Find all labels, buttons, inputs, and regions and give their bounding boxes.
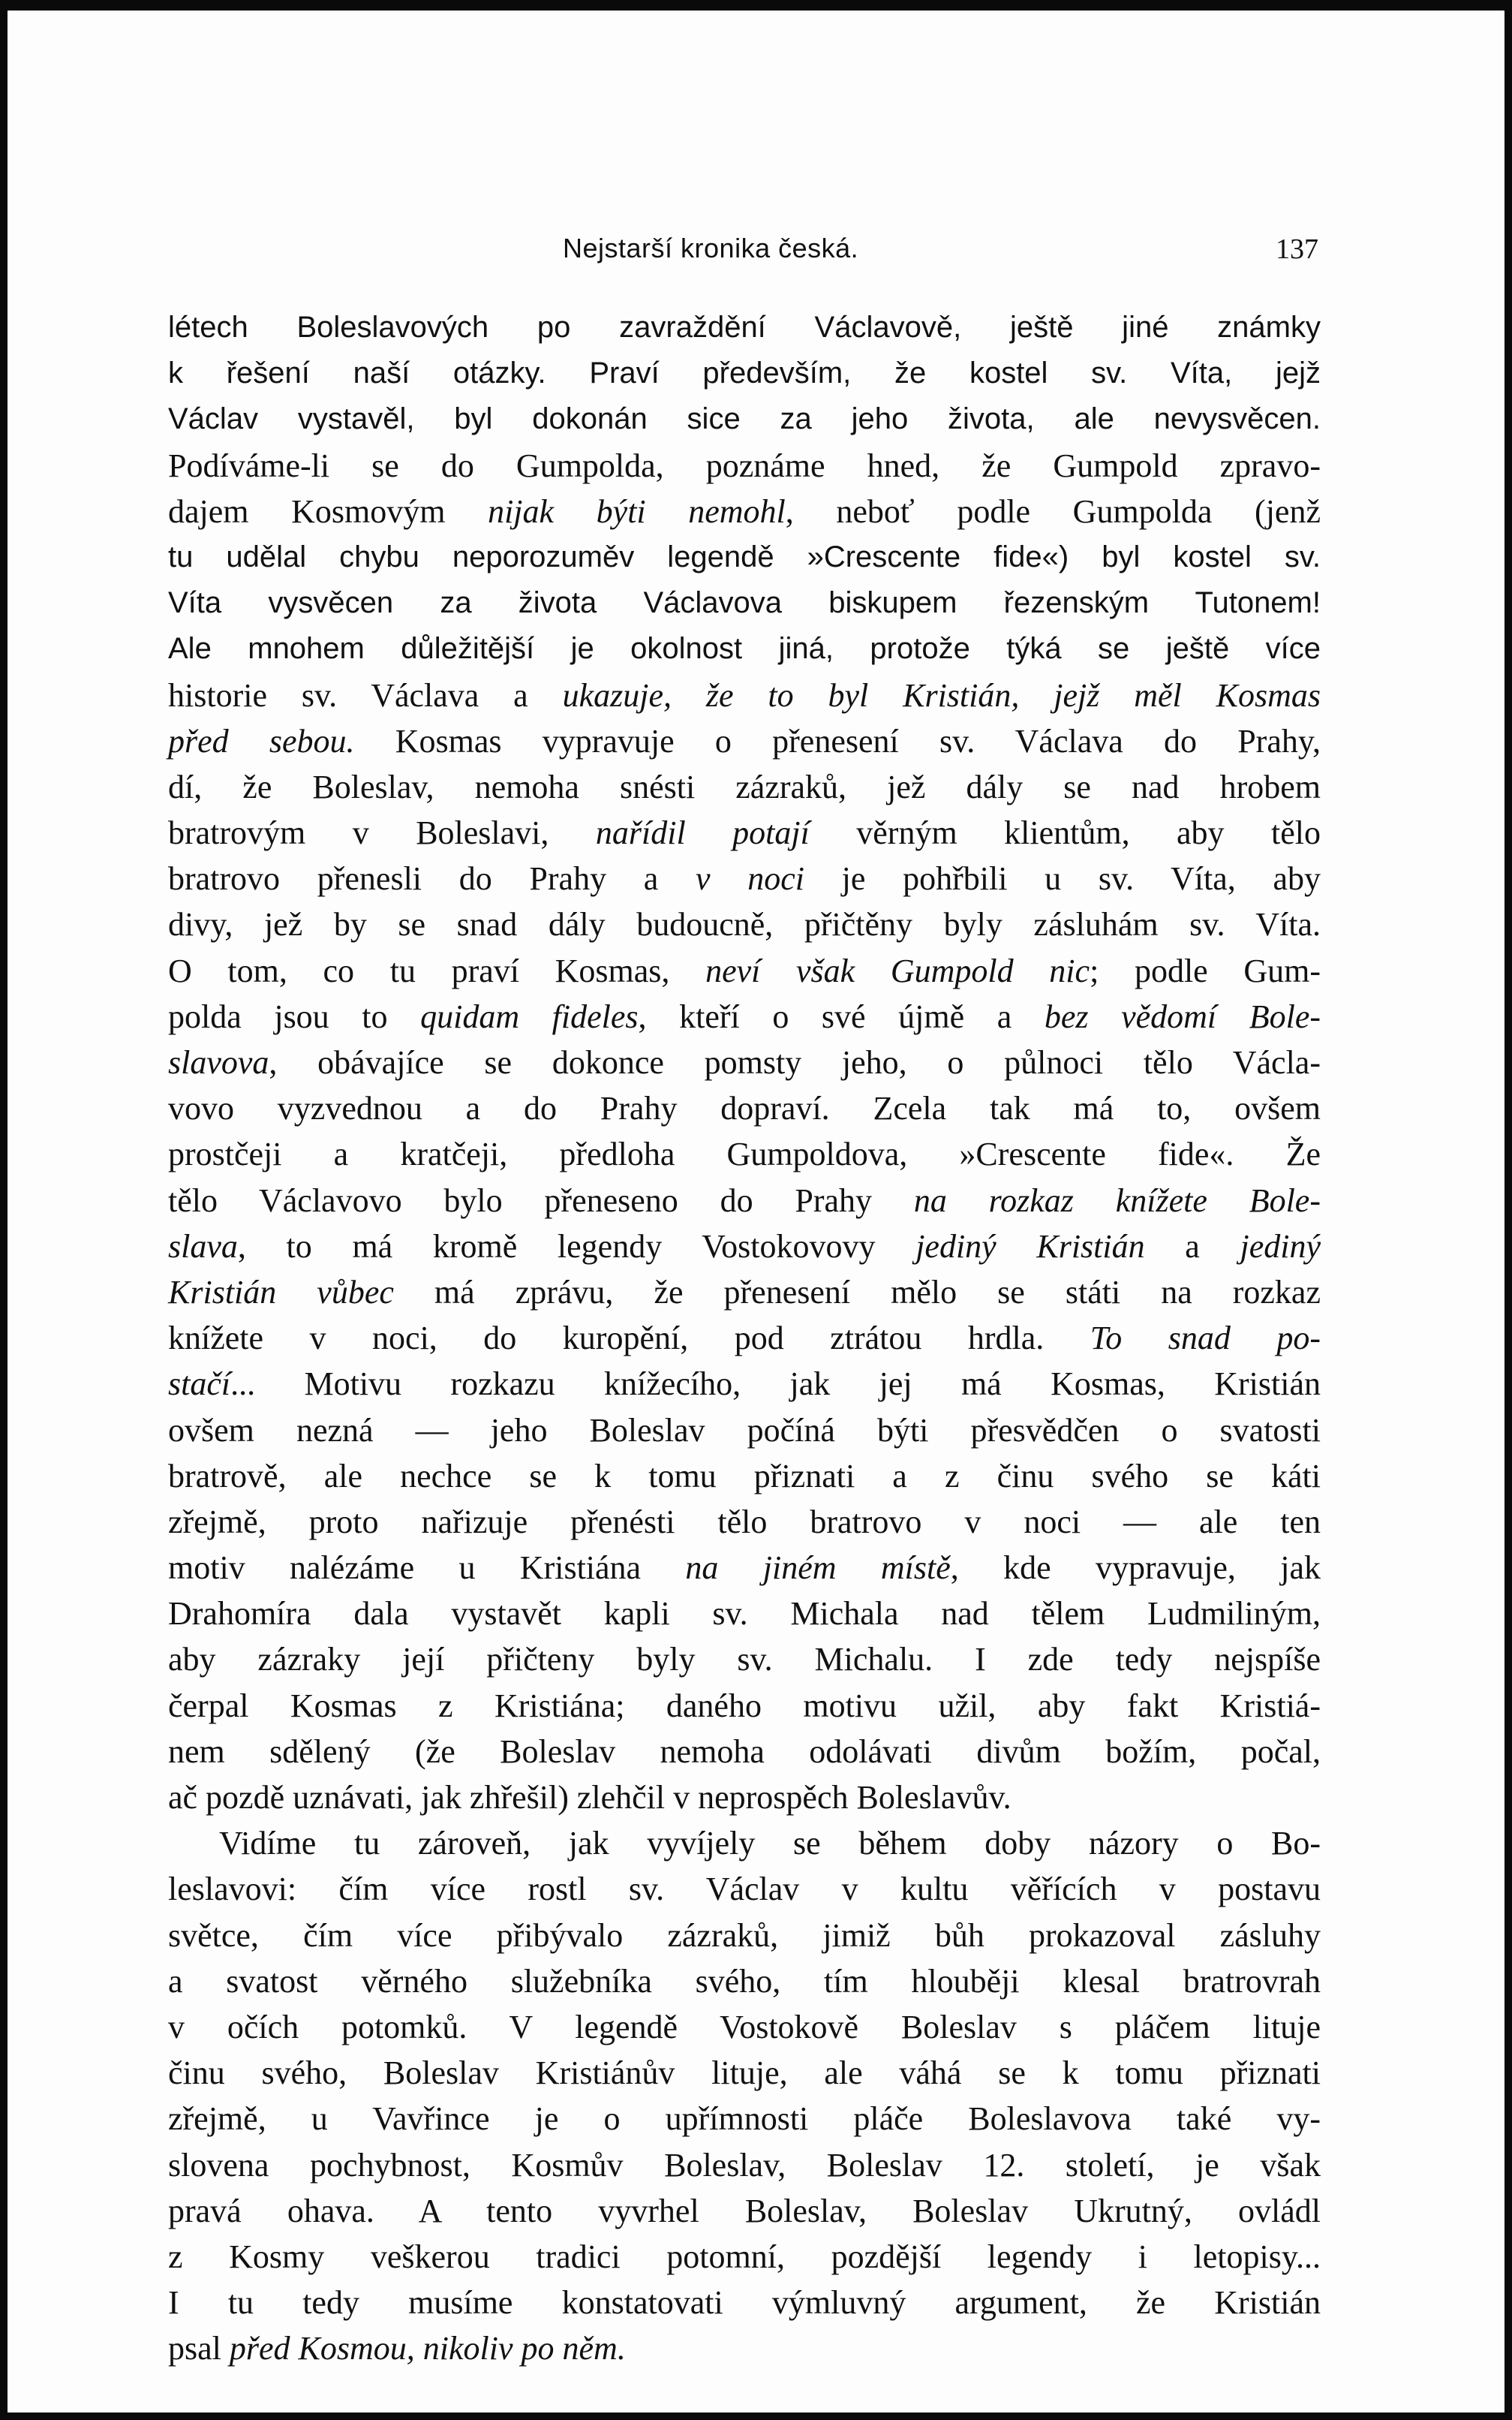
text-line: slovena pochybnost, Kosmův Boleslav, Boleslav 12. století, je však: [168, 2146, 1321, 2184]
emphasis: Kristián vůbec: [168, 1273, 394, 1311]
text-line: světce, čím více přibývalo zázraků, jimiž bůh prokazoval zásluhy: [168, 1916, 1321, 1954]
text-line: činu svého, Boleslav Kristiánův lituje, ale váhá se k tomu přiznati: [168, 2054, 1321, 2092]
text-line: Drahomíra dala vystavět kapli sv. Michala nad tělem Ludmiliným,: [168, 1595, 1321, 1633]
emphasis: To snad po-: [1090, 1320, 1321, 1357]
text-line: pravá ohava. A tento vyvrhel Boleslav, Boleslav Ukrutný, ovládl: [168, 2192, 1321, 2229]
emphasis: quidam fideles: [420, 998, 639, 1035]
emphasis: neví však Gumpold nic: [705, 952, 1090, 989]
emphasis: bez vědomí Bole-: [1044, 998, 1321, 1035]
text-line: slavova, obávajíce se dokonce pomsty jeho, o půlnoci tělo Václa-: [168, 1044, 1321, 1081]
emphasis: nijak býti nemohl: [488, 492, 786, 530]
emphasis: slava: [168, 1227, 238, 1265]
text-line: O tom, co tu praví Kosmas, neví však Gumpold nic; podle Gum-: [168, 952, 1321, 989]
text-line: leslavovi: čím více rostl sv. Václav v kultu věřících v postavu: [168, 1871, 1321, 1908]
running-head: [8, 233, 1512, 272]
text-line: motiv nalézáme u Kristiána na jiném místě, kde vypravuje, jak: [168, 1549, 1321, 1587]
text-line: ač pozdě uznávati, jak zhřešil) zlehčil v neprospěch Boleslavův.: [168, 1779, 1012, 1816]
page-number: 137: [1276, 233, 1318, 265]
text-line: Kristián vůbec má zprávu, že přenesení mělo se státi na rozkaz: [168, 1273, 1321, 1311]
text-line: knížete v noci, do kuropění, pod ztrátou hrdla. To snad po-: [168, 1320, 1321, 1357]
text-line: stačí... Motivu rozkazu knížecího, jak jej má Kosmas, Kristián: [168, 1365, 1321, 1403]
text-line: dajem Kosmovým nijak býti nemohl, neboť podle Gumpolda (jenž: [168, 492, 1321, 530]
emphasis: ukazuje, že to byl Kristián, jejž měl Kosmas: [562, 676, 1321, 714]
text-line: tělo Václavovo bylo přeneseno do Prahy na rozkaz knížete Bole-: [168, 1181, 1321, 1219]
text-line: a svatost věrného služebníka svého, tím hlouběji klesal bratrovrah: [168, 1962, 1321, 2000]
body-text: [168, 305, 1321, 2371]
text-line: aby zázraky její přičteny byly sv. Michalu. I zde tedy nejspíše: [168, 1641, 1321, 1678]
text-line: nem sdělený (že Boleslav nemoha odolávati divům božím, počal,: [168, 1732, 1321, 1770]
text-line: před sebou. Kosmas vypravuje o přenesení sv. Václava do Prahy,: [168, 722, 1321, 760]
text-line: vovo vyzvednou a do Prahy dopraví. Zcela tak má to, ovšem: [168, 1090, 1321, 1127]
emphasis: jediný: [1240, 1227, 1321, 1265]
emphasis: před sebou.: [168, 722, 355, 760]
text-line: historie sv. Václava a ukazuje, že to byl Kristián, jejž měl Kosmas: [168, 676, 1321, 714]
text-line: Víta vysvěcen za života Václavova biskupem řezenským Tutonem!: [168, 586, 1321, 620]
emphasis: na jiném místě: [685, 1549, 951, 1587]
emphasis: slavova: [168, 1044, 269, 1081]
text-line: Ale mnohem důležitější je okolnost jiná, protože týká se ještě více: [168, 632, 1321, 666]
text-line: polda jsou to quidam fideles, kteří o své újmě a bez vědomí Bole-: [168, 998, 1321, 1035]
running-title: Nejstarší kronika česká.: [563, 233, 859, 263]
text-line: bratrovo přenesli do Prahy a v noci je pohřbili u sv. Víta, aby: [168, 860, 1321, 898]
emphasis: na rozkaz knížete Bole-: [913, 1181, 1321, 1219]
text-line: čerpal Kosmas z Kristiána; daného motivu užil, aby fakt Kristiá-: [168, 1687, 1321, 1724]
text-line: ovšem nezná — jeho Boleslav počíná býti přesvědčen o svatosti: [168, 1411, 1321, 1449]
text-line: zřejmě, proto nařizuje přenésti tělo bratrovo v noci — ale ten: [168, 1503, 1321, 1540]
text-line: divy, jež by se snad dály budoucně, přičtěny byly zásluhám sv. Víta.: [168, 906, 1321, 944]
text-line: Vidíme tu zároveň, jak vyvíjely se během doby názory o Bo-: [219, 1825, 1321, 1862]
text-line: slava, to má kromě legendy Vostokovovy jediný Kristián a jediný: [168, 1227, 1321, 1265]
text-line: z Kosmy veškerou tradici potomní, pozdější legendy i letopisy...: [168, 2238, 1321, 2275]
text-line: prostčeji a kratčeji, předloha Gumpoldova, »Crescente fide«. Že: [168, 1136, 1321, 1173]
text-line: Václav vystavěl, byl dokonán sice za jeho života, ale nevysvěcen.: [168, 402, 1321, 436]
emphasis: před Kosmou, nikoliv po něm.: [229, 2330, 626, 2367]
emphasis: nařídil potají: [595, 814, 810, 852]
text-line: k řešení naší otázky. Praví především, že kostel sv. Víta, jejž: [168, 357, 1321, 390]
text-line: zřejmě, u Vavřince je o upřímnosti pláče Boleslavova také vy-: [168, 2100, 1321, 2138]
text-line: dí, že Boleslav, nemoha snésti zázraků, jež dály se nad hrobem: [168, 768, 1321, 805]
text-line: bratrovým v Boleslavi, nařídil potají věrným klientům, aby tělo: [168, 814, 1321, 852]
text-line: Podíváme-li se do Gumpolda, poznáme hned, že Gumpold zpravo-: [168, 447, 1321, 484]
emphasis: v noci: [696, 860, 804, 898]
text-line: I tu tedy musíme konstatovati výmluvný argument, že Kristián: [168, 2284, 1321, 2322]
text-line: v očích potomků. V legendě Vostokově Boleslav s pláčem lituje: [168, 2008, 1321, 2045]
emphasis: stačí: [168, 1365, 231, 1403]
text-line: létech Boleslavových po zavraždění Václavově, ještě jiné známky: [168, 311, 1321, 344]
text-line: psal před Kosmou, nikoliv po něm.: [168, 2330, 626, 2367]
text-line: tu udělal chybu neporozuměv legendě »Crescente fide«) byl kostel sv.: [168, 540, 1321, 573]
text-line: bratrově, ale nechce se k tomu přiznati a z činu svého se káti: [168, 1457, 1321, 1494]
emphasis: jediný Kristián: [915, 1227, 1145, 1265]
